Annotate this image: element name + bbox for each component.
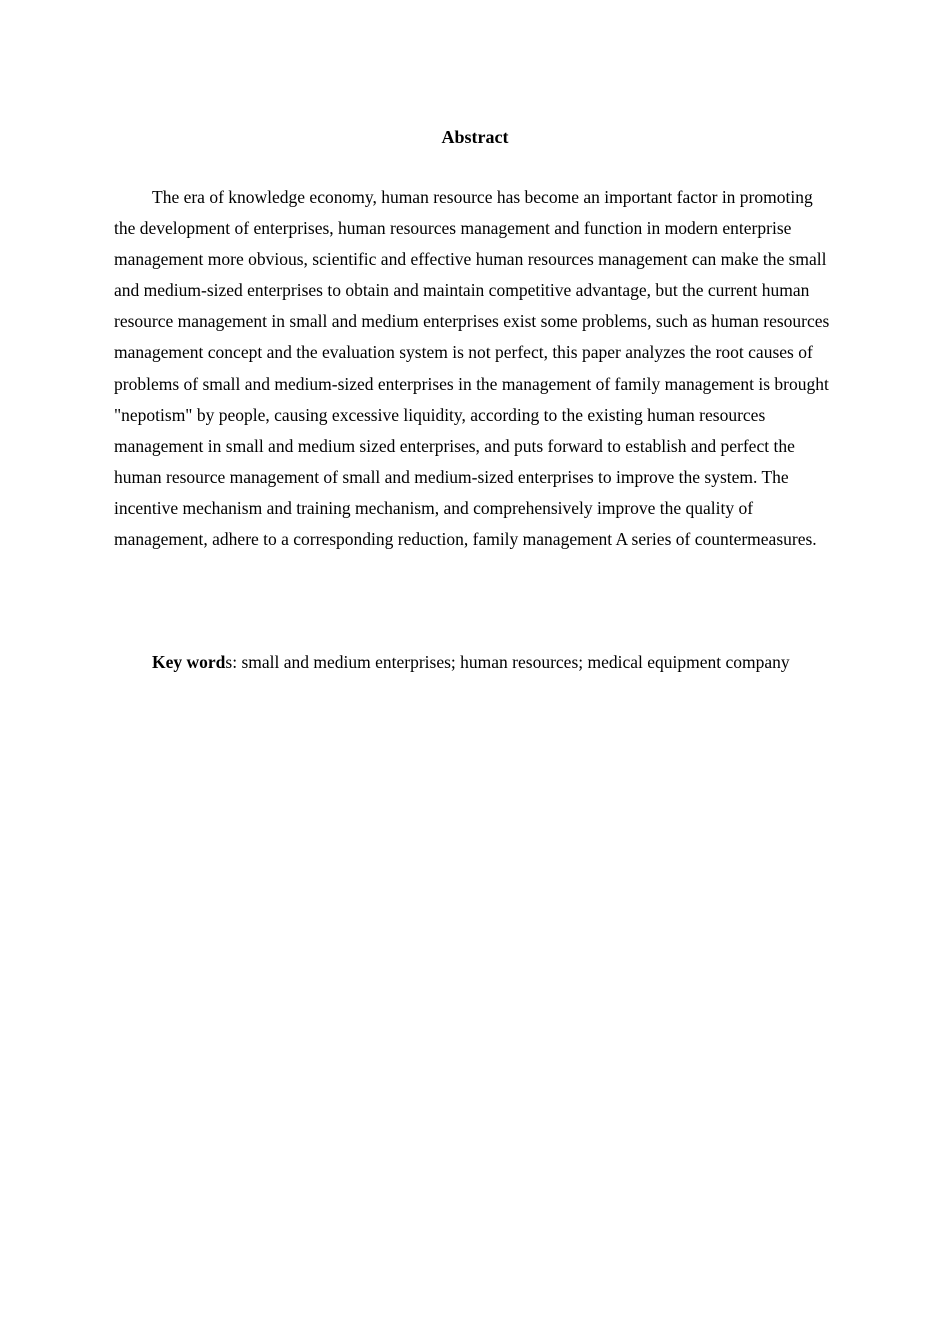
keywords-label: Key word [152, 652, 226, 672]
keywords-label-suffix: s: [225, 652, 238, 672]
abstract-title: Abstract [441, 127, 509, 147]
abstract-paragraph: The era of knowledge economy, human resource has become an important factor in promoting the development of enterprises, human resources management and function in modern enterprise management more obvious, scientific and effective human resources management can make the small and medium-sized enterprises to obtain and maintain competitive advantage, but the current human resource management in small and medium enterprises exist some problems, such as human resources management concept and the evaluation system is not perfect, this paper analyzes the root causes of problems of small and medium-sized enterprises in the management of family management is brought "nepotism" by people, causing excessive liquidity, according to the existing human resources management in small and medium sized enterprises, and puts forward to establish and perfect the human resource management of small and medium-sized enterprises to improve the system. The incentive mechanism and training mechanism, and comprehensively improve the quality of management, adhere to a corresponding reduction, family management A series of countermeasures. [114, 187, 830, 550]
keywords-paragraph [114, 647, 836, 678]
keywords-list: small and medium enterprises; human resources; medical equipment company [237, 652, 790, 672]
